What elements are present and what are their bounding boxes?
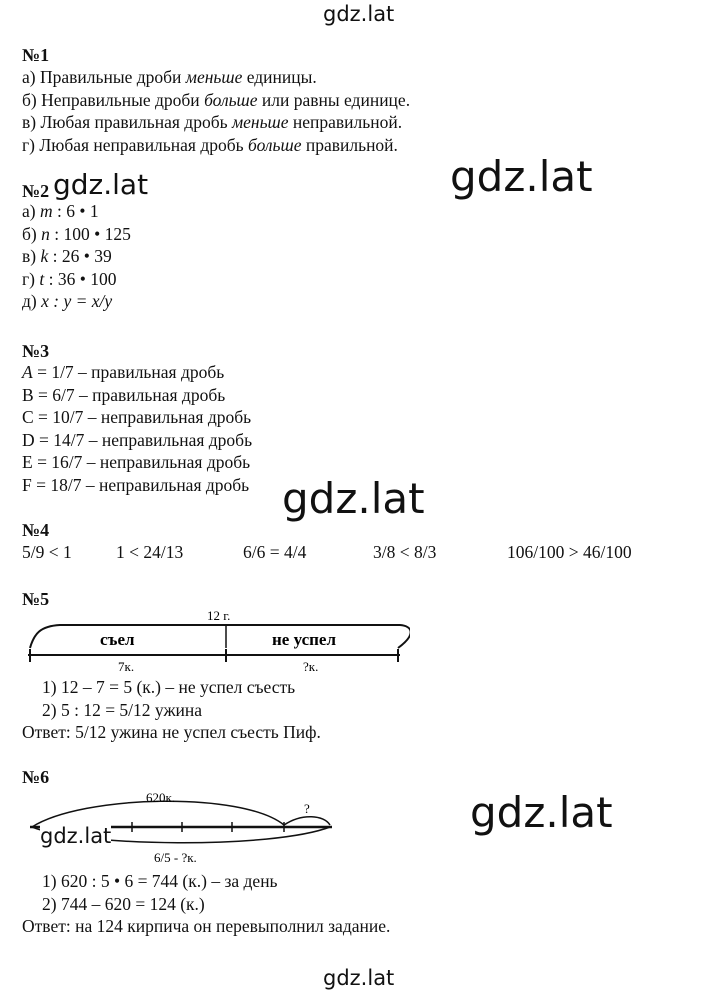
emphasis: больше (204, 89, 258, 110)
text-run: C = 10/7 – неправильная дробь (22, 407, 252, 428)
text-run: F = 18/7 – неправильная дробь (22, 474, 250, 495)
emphasis: k (40, 246, 49, 267)
plan-label: 620к. (146, 790, 176, 805)
text-line: 2) 5 : 12 = 5/12 ужина (42, 699, 203, 720)
comparison: 1 < 24/13 (116, 542, 184, 562)
eaten-count-label: 7к. (118, 659, 135, 674)
watermark: gdz.lat (470, 788, 613, 837)
text-line (22, 474, 252, 497)
text-run: или равны единице. (257, 89, 411, 110)
problem-1-heading: №1 (22, 45, 50, 65)
watermark: gdz.lat (40, 824, 112, 848)
segment-diagram-5 (20, 604, 410, 674)
text-run: = 1/7 – правильная дробь (32, 362, 225, 382)
problem-5-heading: №5 (22, 589, 50, 609)
watermark: gdz.lat (323, 2, 395, 26)
text-run: д) (22, 291, 42, 312)
problem-6-solution (22, 870, 390, 938)
text-run: D = 14/7 – неправильная дробь (22, 429, 253, 450)
text-run: единицы. (242, 67, 317, 87)
text-line (22, 245, 131, 268)
text-line (22, 290, 131, 313)
text-line: 2) 744 – 620 = 124 (к.) (42, 893, 205, 914)
watermark: gdz.lat (450, 152, 593, 201)
text-line (22, 361, 252, 384)
text-run: E = 16/7 – неправильная дробь (22, 452, 251, 473)
emphasis: x : y = x/y (41, 291, 113, 312)
remaining-segment-label: не успел (272, 630, 336, 649)
text-run: : 100 • 125 (49, 223, 131, 244)
problem-6-heading: №6 (22, 767, 50, 787)
emphasis: t (39, 268, 45, 289)
text-line (22, 200, 131, 223)
text-line (22, 223, 131, 246)
problem-2-body (22, 200, 131, 313)
emphasis: меньше (185, 67, 243, 87)
comparison: 6/6 = 4/4 (243, 542, 307, 562)
text-run: правильной. (301, 134, 398, 155)
text-run: а) (22, 201, 40, 221)
text-line (22, 111, 410, 134)
text-line: 1) 12 – 7 = 5 (к.) – не успел съесть (42, 677, 296, 697)
text-run: б) Неправильные дроби (22, 89, 205, 110)
total-label: 12 г. (207, 608, 231, 623)
comparison: 3/8 < 8/3 (373, 542, 437, 562)
emphasis: n (41, 223, 50, 244)
problem-4-heading: №4 (22, 520, 50, 540)
extra-label: ? (304, 801, 310, 816)
text-line (22, 134, 410, 157)
watermark: gdz.lat (53, 168, 149, 201)
text-line (22, 268, 131, 291)
text-line (22, 429, 252, 452)
text-line (22, 406, 252, 429)
text-line: Ответ: на 124 кирпича он перевыполнил задание. (22, 916, 391, 937)
text-run: неправильной. (288, 112, 403, 133)
text-line: Ответ: 5/12 ужина не успел съесть Пиф. (22, 722, 321, 743)
text-run: г) (22, 268, 40, 289)
text-line (22, 384, 252, 407)
text-run: в) (22, 246, 41, 267)
text-run: : 6 • 1 (52, 201, 99, 221)
eaten-segment-label: съел (100, 630, 135, 649)
total-label: 6/5 - ?к. (154, 850, 197, 865)
text-run: г) Любая неправильная дробь (22, 134, 248, 155)
comparison: 5/9 < 1 (22, 542, 72, 562)
watermark: gdz.lat (323, 966, 395, 990)
problem-2-heading: №2 (22, 181, 50, 201)
watermark: gdz.lat (282, 474, 425, 523)
emphasis: больше (248, 134, 302, 155)
text-line (22, 451, 252, 474)
text-run: : 36 • 100 (44, 268, 117, 289)
text-run: в) Любая правильная дробь (22, 112, 232, 133)
extra-arc (284, 817, 330, 825)
text-run: б) (22, 223, 42, 244)
text-line (22, 66, 410, 89)
remaining-count-label: ?к. (303, 659, 319, 674)
text-line: 1) 620 : 5 • 6 = 744 (к.) – за день (42, 871, 278, 891)
text-run: : 26 • 39 (48, 246, 112, 267)
text-run: а) Правильные дроби (22, 67, 186, 87)
emphasis: меньше (231, 112, 289, 133)
problem-3-heading: №3 (22, 341, 50, 361)
problem-5-solution (22, 676, 321, 744)
text-run: B = 6/7 – правильная дробь (22, 384, 226, 405)
emphasis: m (39, 201, 53, 221)
emphasis: A (22, 362, 33, 382)
problem-1-body (22, 66, 410, 156)
problem-3-body (22, 361, 252, 497)
comparison: 106/100 > 46/100 (507, 542, 632, 562)
brace-arc (30, 625, 410, 648)
text-line (22, 89, 410, 112)
